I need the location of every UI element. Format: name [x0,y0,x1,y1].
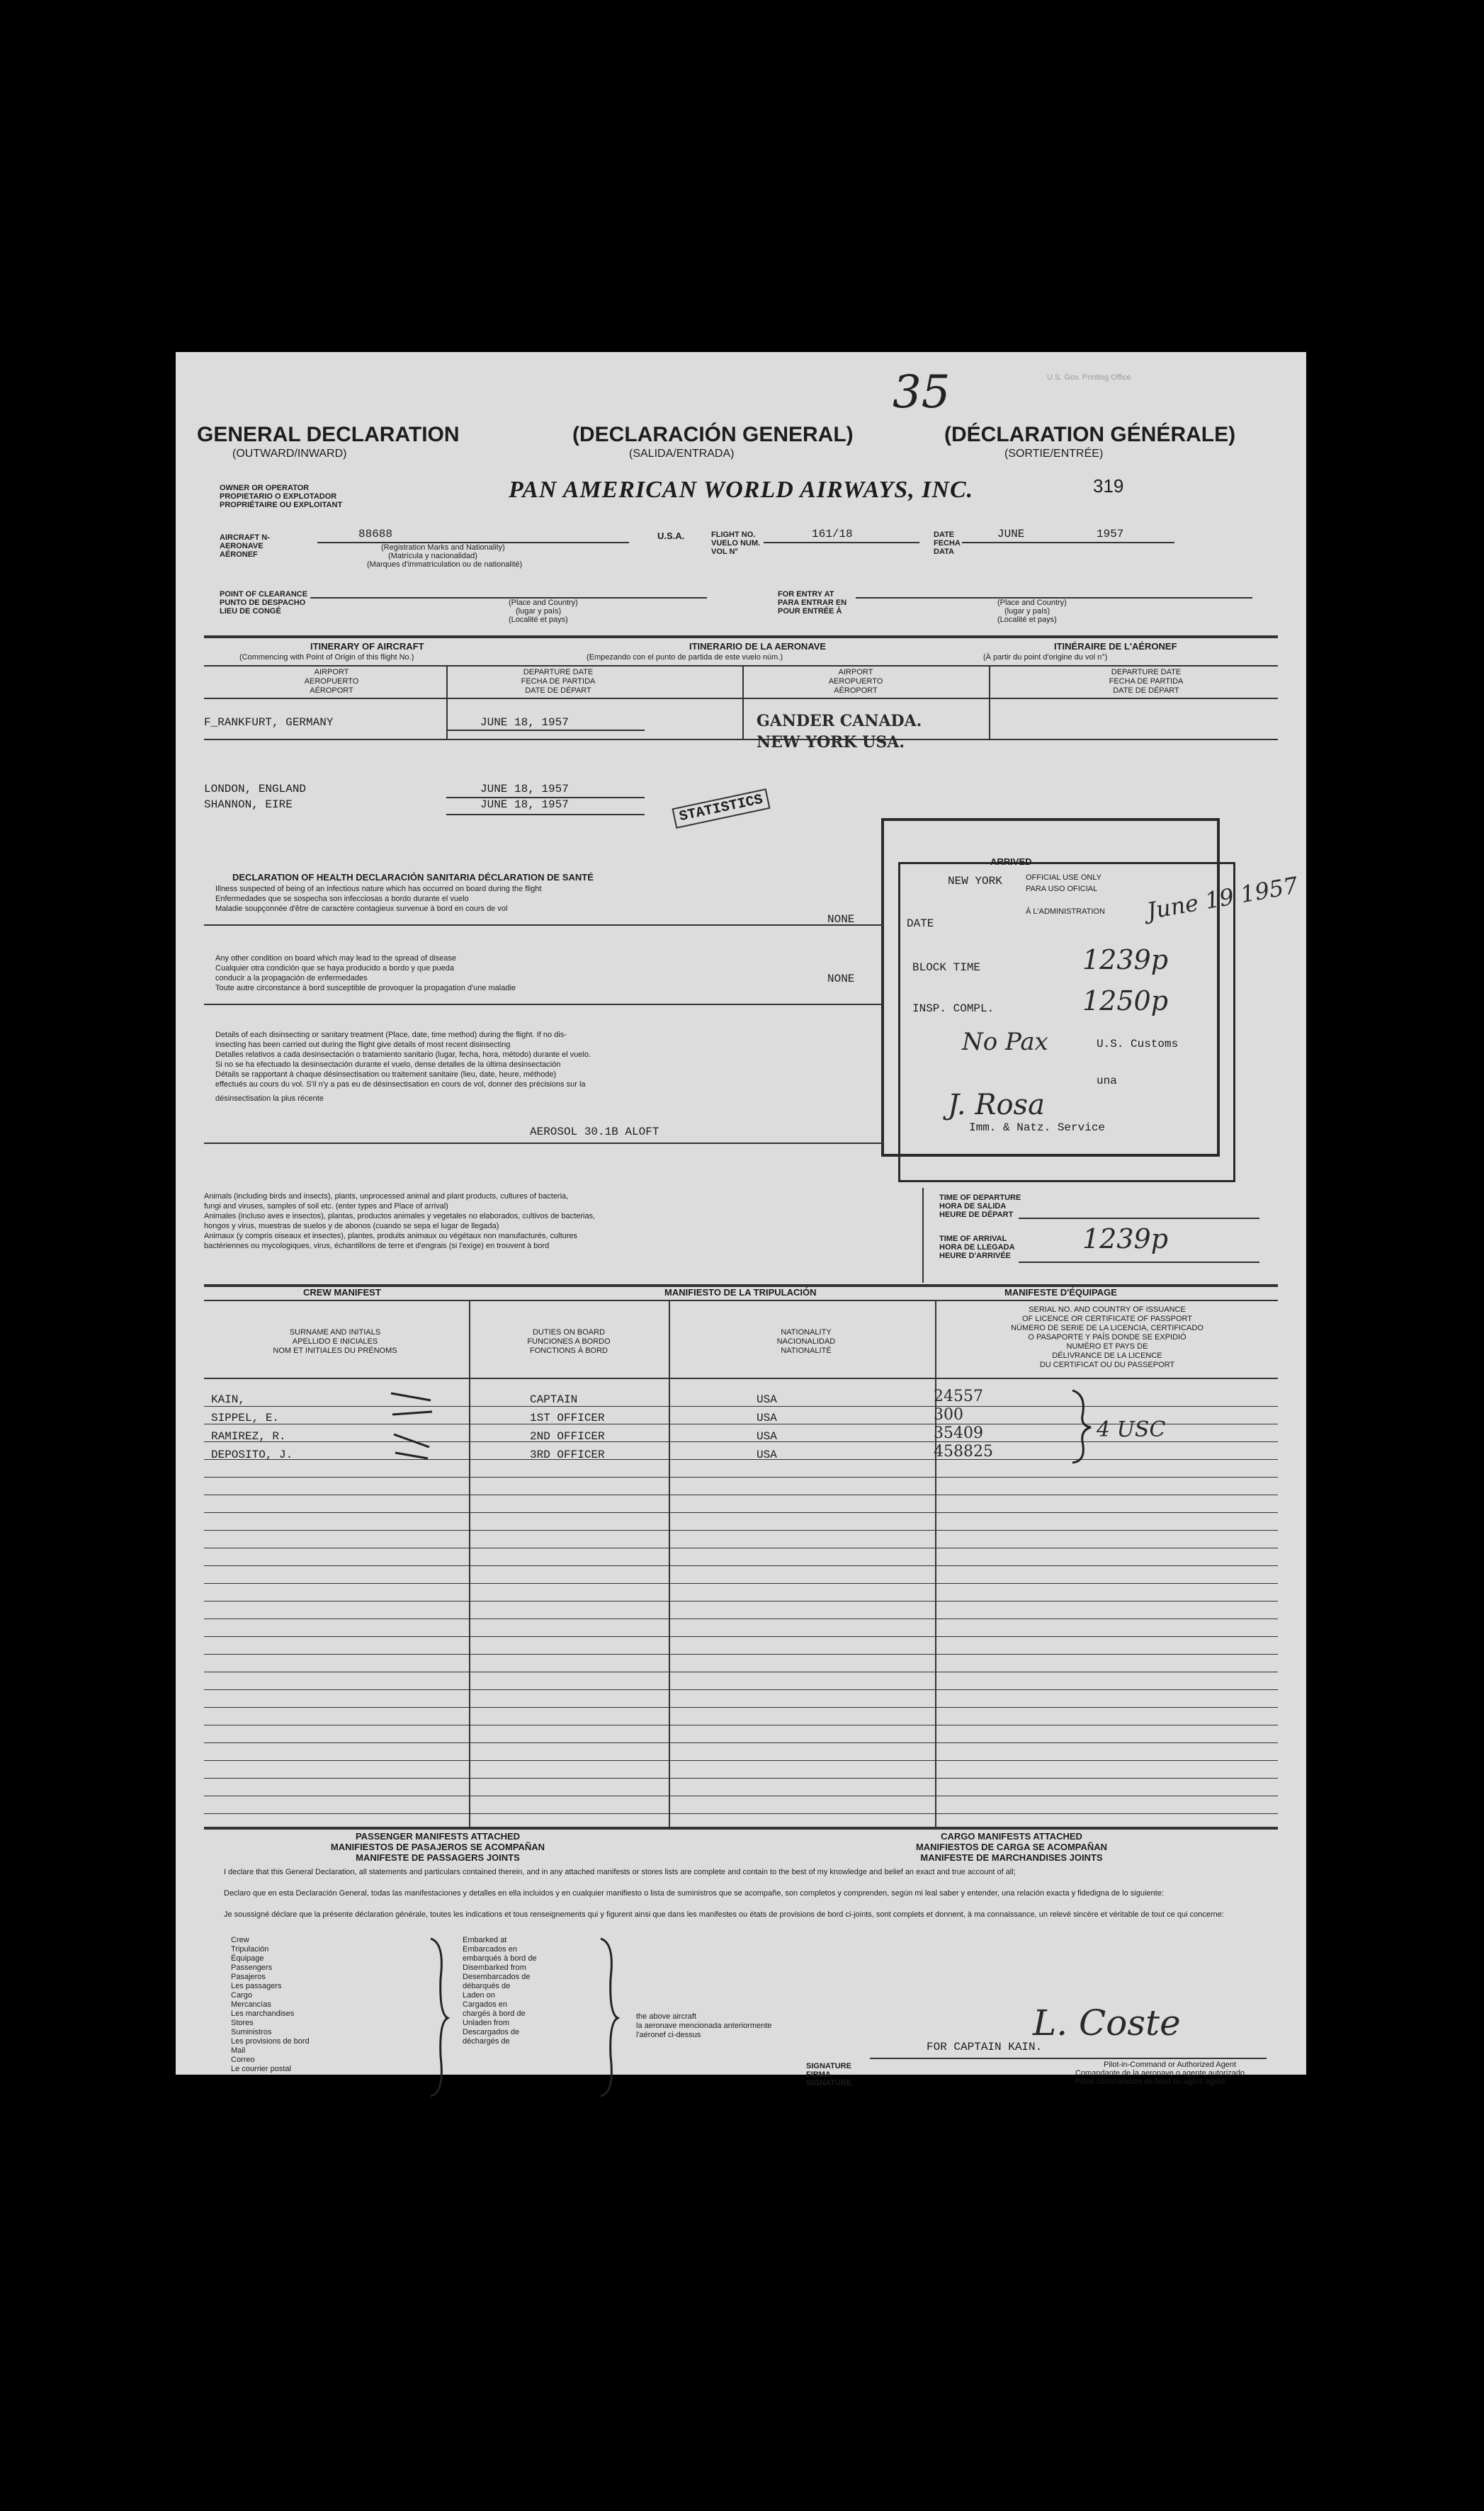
clearance-note-fr: (Localité et pays) [509,616,568,624]
animals-l2: fungi and viruses, samples of soil etc. (enter types and Place of arrival) [204,1202,448,1211]
declaration-col3: the above aircraft la aeronave mencionada anteriormente l'aéronef ci-dessus [636,2012,772,2039]
col-date-1: DEPARTURE DATE FECHA DE PARTIDA DATE DE DÉPART [521,668,596,695]
crew-ruled-line [204,1477,1278,1478]
health-p3-l5: Détails se rapportant à chaque désinsectisation ou traitement sanitaire (lieu, date, heure, méthode) [215,1070,557,1079]
stamp-service: Imm. & Natz. Service [969,1121,1106,1134]
animals-l1: Animals (including birds and insects), plants, unprocessed animal and plant products, cultures of bacteria, [204,1192,569,1201]
handwritten-dest-2: NEW YORK USA. [757,733,905,752]
printing-office-note: U.S. Gov. Printing Office [1047,373,1131,382]
crew-row-1-lic: 24557 [934,1388,983,1405]
crew-head-name: SURNAME AND INITIALS APELLIDO E INICIALES NOM ET INITIALES DU PRÉNOMS [273,1328,397,1355]
operator-label-es: PROPIETARIO O EXPLOTADOR [220,492,337,501]
crew-row-3-duty: 2ND OFFICER [530,1430,605,1443]
animals-l5: Animaux (y compris oiseaux et insectes), plantes, produits animaux ou végétaux non manufacturés, cultures [204,1232,578,1240]
subtitle-es: (SALIDA/ENTRADA) [629,448,735,460]
stamp-newyork: NEW YORK [948,875,1002,888]
declaration-sheet [176,352,1306,2087]
crew-head-nat: NATIONALITY NACIONALIDAD NATIONALITÉ [776,1328,836,1355]
aircraft-label-en: AIRCRAFT N- [220,533,270,542]
crew-ruled-line [204,1778,1278,1779]
statistics-stamp: STATISTICS [672,788,770,829]
arr-label-en: TIME OF ARRIVAL [939,1235,1007,1243]
crew-ruled-line [204,1654,1278,1655]
crew-row-2-lic: 300 [934,1406,963,1424]
entry-label-fr: POUR ENTRÉE À [778,607,842,616]
title-en: GENERAL DECLARATION [197,423,460,446]
title-fr: (DÉCLARATION GÉNÉRALE) [944,423,1236,446]
subtitle-fr: (SORTIE/ENTRÉE) [1004,448,1104,460]
itinerary-sub-es: (Empezando con el punto de partida de este vuelo núm.) [587,653,783,662]
health-p3-l3: Detalles relativos a cada desinsectación o tratamiento sanitario (lugar, fecha, hora, método) durante el vuelo. [215,1050,591,1059]
health-p2-l4: Toute autre circonstance à bord susceptible de provoquer la propagation d'une maladie [215,984,516,992]
crew-ruled-line [204,1742,1278,1743]
declaration-es: Declaro que en esta Declaración General, todas las manifestaciones y detalles en ella incluidos y en cualquier manifiesto o lista de suministros que se acompañe, son completos y comprenden, según mi leal saber y entender, una relación exacta y fidedigna de lo siguiente: [224,1889,1164,1898]
date-label-fr: DATA [934,548,954,556]
crew-title-fr: MANIFESTE D'ÉQUIPAGE [1004,1287,1117,1298]
col-date-2: DEPARTURE DATE FECHA DE PARTIDA DATE DE DÉPART [1109,668,1184,695]
crew-head-lic: SERIAL NO. AND COUNTRY OF ISSUANCE OF LICENCE OR CERTIFICATE OF PASSPORT NÚMERO DE SERIE DE LA LICENCIA, CERTIFICADO O PASAPORTE Y PAÍS DONDE SE EXPIDIÓ NUMÉRO ET PAYS DE DÉLIVRANCE DE LA LICENCE DU CERTIFICAT OU DU PASSEPORT [1011,1305,1203,1369]
crew-row-1-duty: CAPTAIN [530,1393,578,1406]
pic-label-en: Pilot-in-Command or Authorized Agent [1104,2061,1237,2069]
stamp-arrived: ARRIVED [990,856,1032,867]
health-p1-es: Enfermedades que se sospecha son infecciosas a bordo durante el vuelo [215,895,469,903]
declaration-brace-right [594,1936,622,2099]
title-es: (DECLARACIÓN GENERAL) [572,423,854,446]
aircraft-label-fr: AÉRONEF [220,550,258,559]
operator-name: PAN AMERICAN WORLD AIRWAYS, INC. [509,477,974,503]
crew-total-hw: 4 USC [1097,1417,1166,1442]
health-p1-fr: Maladie soupçonnée d'être de caractère contagieux survenue à bord en cours de vol [215,905,508,913]
pic-label-es: Comandante de la aeronave o agente autorizado [1075,2069,1245,2078]
health-p2-l3: conducir a la propagación de enfermedades [215,974,368,982]
subtitle-en: (OUTWARD/INWARD) [232,448,347,460]
passenger-manifest: PASSENGER MANIFESTS ATTACHED MANIFIESTOS DE PASAJEROS SE ACOMPAÑAN MANIFESTE DE PASSAGERS JOINTS [330,1831,545,1863]
declaration-col1: Crew Tripulación Équipage Passengers Pasajeros Les passagers Cargo Mercancías Les marchandises Stores Suministros Les provisions de bord Mail Correo Le courrier postal [231,1936,310,2073]
arr-label-es: HORA DE LLEGADA [939,1243,1015,1252]
aircraft-label-es: AERONAVE [220,542,264,550]
stamp-signature: J. Rosa [948,1089,1045,1121]
document-number: 319 [1093,475,1124,497]
stamp-no-pax: No Pax [962,1028,1048,1056]
crew-title-es: MANIFIESTO DE LA TRIPULACIÓN [664,1287,817,1298]
for-captain: FOR CAPTAIN KAIN. [927,2041,1043,2053]
itinerary-row-1-airport: F_RANKFURT, GERMANY [204,716,334,729]
entry-label-en: FOR ENTRY AT [778,590,834,599]
aircraft-country: U.S.A. [657,531,685,541]
crew-ruled-line [204,1512,1278,1513]
health-p3-l7: désinsectisation la plus récente [215,1094,324,1103]
stamp-una: una [1097,1075,1117,1087]
aircraft-registration: 88688 [358,528,393,540]
stamp-admin: À L'ADMINISTRATION [1026,907,1105,916]
health-p1-en: Illness suspected of being of an infectious nature which has occurred on board during the flight [215,885,542,893]
entry-note-es: (lugar y país) [1004,607,1050,616]
dep-label-fr: HEURE DE DÉPART [939,1211,1014,1219]
health-p3-l6: effectués au cours du vol. S'il n'y a pas eu de désinsectisation en cours de vol, donner des précisions sur la [215,1080,586,1089]
dep-label-es: HORA DE SALIDA [939,1202,1007,1211]
itinerary-row-2-date: JUNE 18, 1957 [480,783,569,795]
stamp-conv-hw: 1250p [1082,985,1169,1016]
flight-number: 161/18 [812,528,853,540]
crew-ruled-line [204,1707,1278,1708]
brace-mark [1068,1388,1097,1466]
flight-month: JUNE [997,528,1025,540]
declaration-brace-left [424,1936,452,2099]
flight-year: 1957 [1097,528,1124,540]
signature-label-fr: SIGNATURE [806,2079,851,2087]
health-p3-l2: insecting has been carried out during the flight give details of most recent disinsecting [215,1041,511,1049]
stamp-block-label: BLOCK TIME [912,961,981,974]
arr-label-fr: HEURE D'ARRIVÉE [939,1252,1012,1260]
itinerary-row-3-airport: SHANNON, EIRE [204,798,293,811]
pic-label-fr: Pilote commandant de bord ou agent agréé [1075,2078,1225,2086]
crew-ruled-line [204,1601,1278,1602]
crew-row-4-nat: USA [757,1449,777,1461]
health-p3-l4: Si no se ha efectuado la desinsectación durante el vuelo, dense detalles de la última desinsectación [215,1060,561,1069]
itinerary-row-1-date: JUNE 18, 1957 [480,716,569,729]
declaration-en: I declare that this General Declaration, all statements and particulars contained therein, and in any attached manifests or stores lists are complete and contain to the best of my knowledge and belief an exact and true account of all; [224,1868,1016,1876]
reg-note-es: (Matrícula y nacionalidad) [388,552,477,560]
health-p2-value: NONE [827,973,855,985]
stamp-para-uso: PARA USO OFICIAL [1026,885,1098,893]
cargo-manifest: CARGO MANIFESTS ATTACHED MANIFIESTOS DE CARGA SE ACOMPAÑAN MANIFESTE DE MARCHANDISES JOINTS [915,1831,1108,1863]
crew-row-4-lic: 458825 [934,1443,993,1461]
handwritten-page-number: 35 [893,366,951,419]
entry-note-fr: (Localité et pays) [997,616,1057,624]
col-airport-2: AIRPORT AEROPUERTO AÉROPORT [828,668,883,695]
crew-ruled-line [204,1813,1278,1814]
itinerary-title-es: ITINERARIO DE LA AERONAVE [689,641,827,652]
crew-row-2-name: SIPPEL, E. [211,1412,280,1424]
operator-label-en: OWNER OR OPERATOR [220,484,310,492]
itinerary-row-3-date: JUNE 18, 1957 [480,798,569,811]
clearance-note-en: (Place and Country) [509,599,578,607]
crew-row-2-nat: USA [757,1412,777,1424]
clearance-label-fr: LIEU DE CONGÉ [220,607,281,616]
crew-row-1-name: KAIN, [211,1393,246,1406]
health-p1-value: NONE [827,913,855,926]
crew-head-duty: DUTIES ON BOARD FUNCIONES A BORDO FONCTIONS À BORD [527,1328,611,1355]
reg-note-en: (Registration Marks and Nationality) [381,543,505,552]
reg-note-fr: (Marques d'immatriculation ou de nationalité) [367,560,523,569]
crew-ruled-line [204,1459,1278,1460]
stamp-date-hw: June 19 1957 [1145,871,1301,925]
crew-row-4-duty: 3RD OFFICER [530,1449,605,1461]
crew-ruled-line [204,1583,1278,1584]
captain-signature-hw: L. Coste [1033,2002,1181,2044]
health-p2-l2: Cualquier otra condición que se haya producido a bordo y que pueda [215,964,454,973]
date-label-en: DATE [934,531,955,539]
itinerary-title-en: ITINERARY OF AIRCRAFT [310,641,424,652]
crew-ruled-line [204,1565,1278,1566]
crew-ruled-line [204,1406,1278,1407]
flight-label-en: FLIGHT NO. [711,531,756,539]
health-p3-l1: Details of each disinsecting or sanitary treatment (Place, date, time method) during the flight. If no dis- [215,1031,567,1039]
health-title: DECLARATION OF HEALTH DECLARACIÓN SANITARIA DÉCLARATION DE SANTÉ [232,872,594,883]
animals-l4: hongos y virus, muestras de suelos y de abonos (cuando se sepa el lugar de llegada) [204,1222,499,1230]
stamp-block-hw: 1239p [1082,944,1169,975]
crew-row-3-name: RAMIREZ, R. [211,1430,286,1443]
health-p2-l1: Any other condition on board which may lead to the spread of disease [215,954,456,963]
crew-row-3-nat: USA [757,1430,777,1443]
crew-ruled-line [204,1636,1278,1637]
crew-row-1-nat: USA [757,1393,777,1406]
declaration-col2: Embarked at Embarcados en embarqués à bord de Disembarked from Desembarcados de débarqués de Laden on Cargados en chargés à bord de Unladen from Descargados de déchargés de [463,1936,537,2046]
crew-ruled-line [204,1530,1278,1531]
flight-label-es: VUELO NUM. [711,539,761,548]
signature-label-en: SIGNATURE [806,2062,851,2070]
date-label-es: FECHA [934,539,961,548]
operator-label-fr: PROPRIÉTAIRE OU EXPLOITANT [220,501,343,509]
animals-l6: bactériennes ou mycologiques, virus, échantillons de terre et d'engrais (si l'exige) en trouvent à bord [204,1242,550,1250]
arrival-time-hw: 1239p [1082,1223,1169,1254]
crew-title-en: CREW MANIFEST [303,1287,381,1298]
crew-ruled-line [204,1689,1278,1690]
clearance-note-es: (lugar y país) [516,607,562,616]
entry-label-es: PARA ENTRAR EN [778,599,847,607]
handwritten-dest-1: GANDER CANADA. [757,712,922,730]
declaration-fr: Je soussigné déclare que la présente déclaration générale, toutes les indications et tous renseignements qui y figurent ainsi que dans les manifestes ou états de provisions de bord ci-joints, sont complets et donnent, à ma connaissance, un relevé sincère et véritable de tout ce qui concerne: [224,1910,1224,1919]
dep-label-en: TIME OF DEPARTURE [939,1194,1021,1202]
col-airport-1: AIRPORT AEROPUERTO AÉROPORT [304,668,359,695]
crew-row-4-name: DEPOSITO, J. [211,1449,293,1461]
itinerary-sub-fr: (À partir du point d'origine du vol n°) [983,653,1108,662]
crew-row-2-duty: 1ST OFFICER [530,1412,605,1424]
itinerary-row-2-airport: LONDON, ENGLAND [204,783,307,795]
clearance-label-en: POINT OF CLEARANCE [220,590,308,599]
signature-label-es: FIRMA [806,2070,831,2079]
scribble-marks [388,1388,438,1466]
health-p3-value: AEROSOL 30.1B ALOFT [530,1126,659,1138]
crew-ruled-line [204,1760,1278,1761]
clearance-label-es: PUNTO DE DESPACHO [220,599,306,607]
stamp-customs: U.S. Customs [1097,1038,1179,1050]
entry-note-en: (Place and Country) [997,599,1067,607]
flight-label-fr: VOL N° [711,548,738,556]
stamp-date-label: DATE [907,917,934,930]
itinerary-title-fr: ITINÉRAIRE DE L'AÉRONEF [1054,641,1177,652]
itinerary-sub-en: (Commencing with Point of Origin of this flight No.) [239,653,414,662]
stamp-official: OFFICIAL USE ONLY [1026,873,1101,882]
stamp-conv-label: INSP. COMPL. [912,1002,995,1015]
animals-l3: Animales (incluso aves e insectos), plantas, productos animales y vegetales no elaborados, cultivos de bacterias, [204,1212,596,1220]
crew-row-3-lic: 35409 [934,1424,983,1442]
